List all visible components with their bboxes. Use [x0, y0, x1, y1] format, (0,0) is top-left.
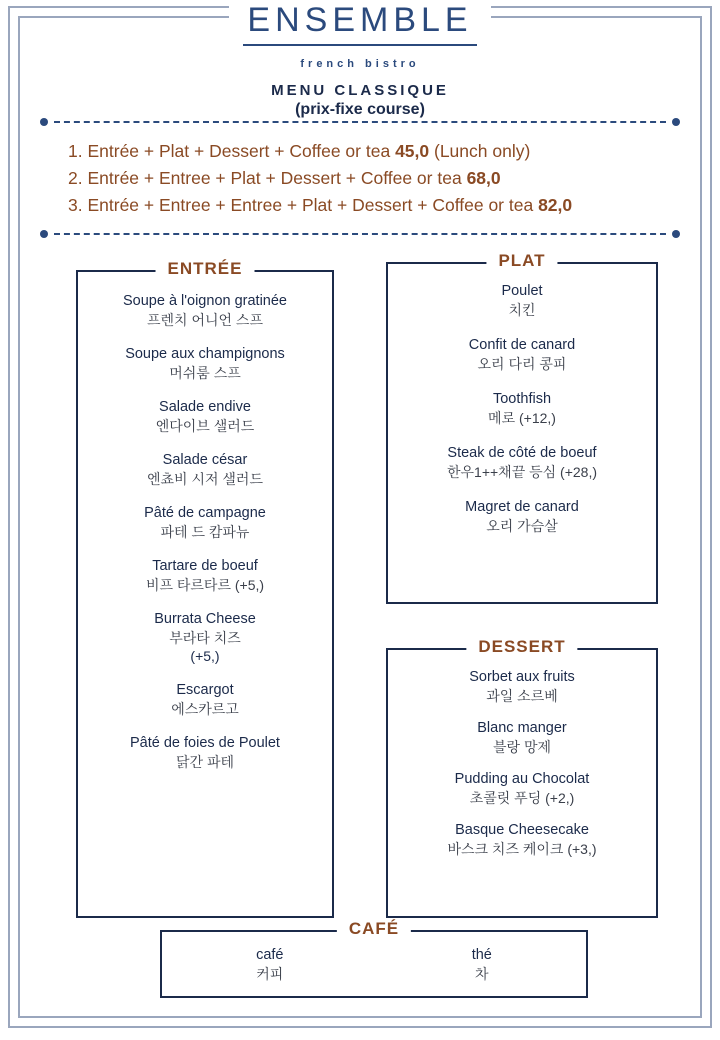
menu-title: MENU CLASSIQUE [271, 82, 449, 99]
item-name-fr: Poulet [501, 283, 543, 299]
menu-item [398, 390, 646, 428]
menu-item [256, 946, 283, 984]
section-plat [386, 251, 658, 604]
section-entree [76, 259, 334, 918]
menu-content [28, 0, 692, 1010]
course-number: 2. [68, 168, 83, 188]
item-name-kr: 프렌치 어니언 스프 [147, 312, 263, 328]
menu-item [398, 770, 646, 808]
item-name-kr: 에스카르고 [171, 701, 239, 717]
menu-item [88, 292, 322, 330]
item-name-fr: thé [471, 947, 492, 963]
item-name-kr: 차 [475, 966, 489, 982]
divider-dot-left [40, 118, 48, 126]
course-text: Entrée + Plat + Dessert + Coffee or tea [87, 141, 391, 161]
item-name-fr: Pâté de foies de Poulet [130, 735, 280, 751]
item-name-kr: 엔다이브 샐러드 [155, 418, 255, 434]
item-name-kr: 메로 (+12,) [488, 410, 556, 426]
section-title-plat: PLAT [486, 251, 557, 271]
item-name-fr: Magret de canard [465, 499, 579, 515]
menu-item [88, 610, 322, 666]
item-name-kr: 초콜릿 푸딩 (+2,) [469, 790, 575, 806]
menu-item [398, 444, 646, 482]
divider-line [54, 121, 666, 123]
menu-item [88, 345, 322, 383]
item-name-kr: 비프 타르타르 (+5,) [145, 577, 265, 593]
menu-item [88, 398, 322, 436]
item-name-fr: Sorbet aux fruits [469, 669, 575, 685]
menu-item [88, 504, 322, 542]
item-name-fr: Steak de côté de boeuf [447, 445, 597, 461]
divider-top [40, 118, 680, 126]
course-price: 82,0 [538, 195, 573, 215]
cafe-items [162, 932, 586, 984]
section-dessert [386, 637, 658, 918]
divider-bottom [40, 230, 680, 238]
section-title-cafe: CAFÉ [337, 919, 411, 939]
course-option-1 [68, 138, 672, 165]
course-price: 68,0 [466, 168, 501, 188]
menu-item [88, 681, 322, 719]
item-name-fr: Pudding au Chocolat [454, 771, 590, 787]
menu-item [398, 719, 646, 757]
item-name-kr: 오리 가슴살 [486, 518, 558, 534]
menu-item [398, 821, 646, 859]
item-name-fr: Soupe à l'oignon gratinée [122, 293, 287, 309]
course-price: 45,0 [395, 141, 430, 161]
course-number: 3. [68, 195, 83, 215]
item-name-kr: 부라타 치즈 [169, 630, 241, 646]
item-name-fr: Salade césar [162, 452, 248, 468]
menu-item [398, 498, 646, 536]
item-name-kr: 커피 [256, 966, 284, 982]
item-name-fr: Pâté de campagne [144, 505, 266, 521]
item-name-fr: Escargot [176, 682, 234, 698]
menu-item [398, 282, 646, 320]
section-cafe [160, 919, 588, 998]
menu-item [472, 946, 492, 984]
item-name-kr: 한우1++채끝 등심 (+28,) [446, 464, 598, 480]
course-option-2 [68, 165, 672, 192]
item-name-kr: 바스크 치즈 케이크 (+3,) [447, 841, 597, 857]
item-supplement: (+5,) [190, 648, 220, 664]
divider-dot-right [672, 230, 680, 238]
item-name-kr: 파테 드 캄파뉴 [160, 524, 250, 540]
course-text: Entrée + Entree + Plat + Dessert + Coffee or tea [87, 168, 462, 188]
item-name-fr: Salade endive [159, 399, 251, 415]
course-option-3 [68, 192, 672, 219]
divider-line [54, 233, 666, 235]
dessert-items [388, 650, 656, 882]
menu-item [88, 557, 322, 595]
menu-item [398, 668, 646, 706]
item-name-kr: 치킨 [508, 302, 536, 318]
item-name-fr: Basque Cheesecake [455, 822, 589, 838]
plat-items [388, 264, 656, 562]
item-name-kr: 블랑 망제 [493, 739, 551, 755]
restaurant-tagline: french bistro [300, 58, 420, 70]
item-name-kr: 과일 소르베 [486, 688, 558, 704]
divider-dot-left [40, 230, 48, 238]
section-title-entree: ENTRÉE [156, 259, 255, 279]
divider-dot-right [672, 118, 680, 126]
item-name-kr: 엔쵸비 시저 샐러드 [147, 471, 263, 487]
item-name-fr: café [256, 947, 284, 963]
menu-subtitle: (prix-fixe course) [295, 101, 425, 118]
item-name-kr: 머쉬룸 스프 [169, 365, 241, 381]
item-name-fr: Tartare de boeuf [152, 558, 258, 574]
item-name-kr: 오리 다리 콩피 [477, 356, 567, 372]
item-name-fr: Confit de canard [468, 337, 576, 353]
item-name-fr: Soupe aux champignons [125, 346, 285, 362]
item-name-fr: Blanc manger [477, 720, 567, 736]
course-options [68, 138, 672, 219]
item-name-kr: 닭간 파테 [176, 754, 234, 770]
course-text: Entrée + Entree + Entree + Plat + Dessert + Coffee or tea [87, 195, 534, 215]
restaurant-name: ENSEMBLE [243, 0, 476, 46]
brand-block [229, 0, 490, 46]
course-number: 1. [68, 141, 83, 161]
menu-item [88, 734, 322, 772]
item-name-fr: Toothfish [492, 391, 552, 407]
item-name-fr: Burrata Cheese [154, 611, 256, 627]
menu-item [88, 451, 322, 489]
menu-item [398, 336, 646, 374]
course-note: (Lunch only) [434, 141, 531, 161]
section-title-dessert: DESSERT [466, 637, 577, 657]
header [28, 0, 692, 119]
entree-items [78, 272, 332, 797]
